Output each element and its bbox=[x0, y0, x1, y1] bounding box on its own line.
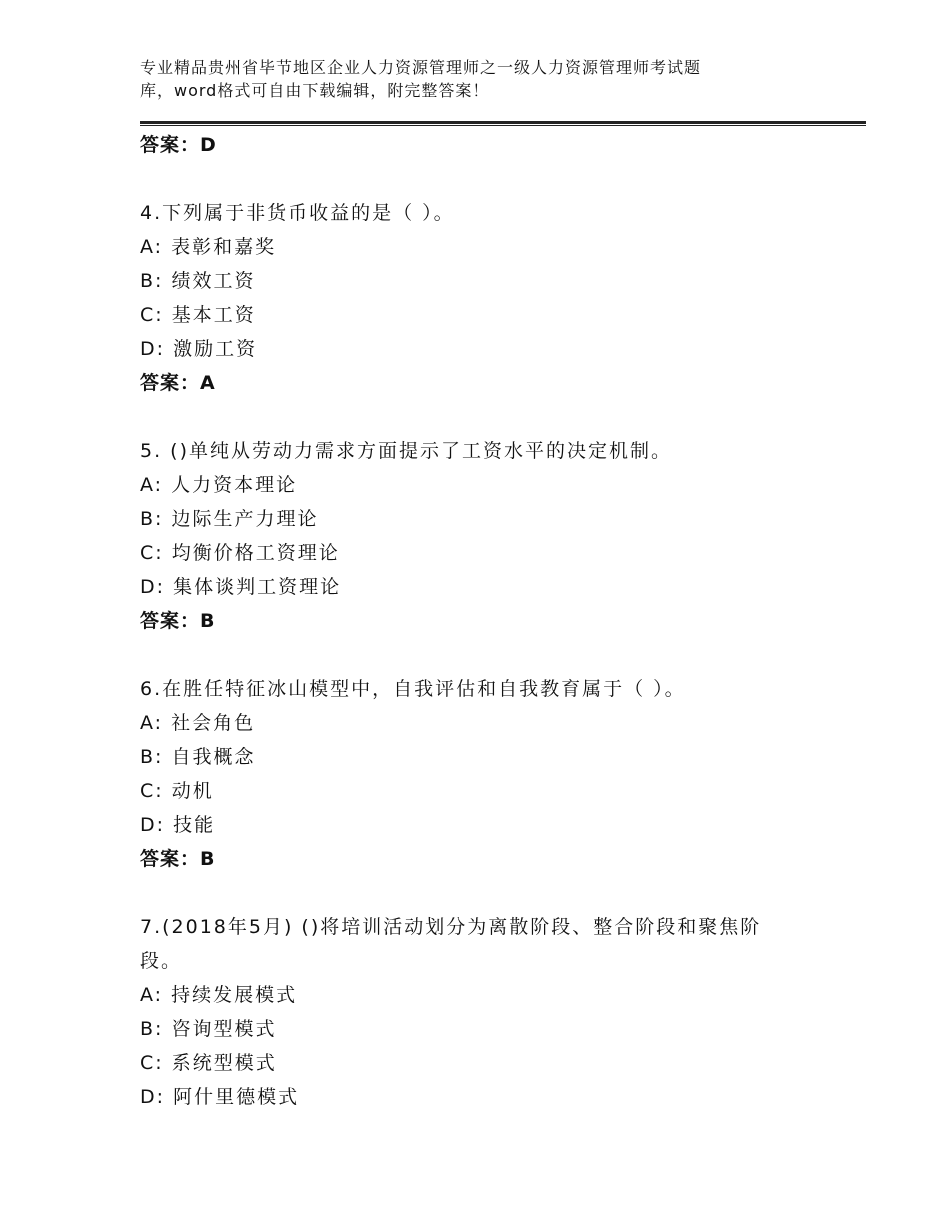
header-line-1: 专业精品贵州省毕节地区企业人力资源管理师之一级人力资源管理师考试题 bbox=[140, 58, 702, 77]
question-6 bbox=[140, 672, 840, 876]
question-5 bbox=[140, 434, 840, 638]
option-a: A: 持续发展模式 bbox=[140, 984, 298, 1006]
page-header bbox=[140, 56, 780, 102]
question-7 bbox=[140, 910, 840, 1114]
spacer bbox=[140, 876, 840, 910]
option-d: D: 激励工资 bbox=[140, 338, 258, 360]
option-d: D: 阿什里德模式 bbox=[140, 1086, 300, 1108]
answer-q3: 答案：D bbox=[140, 134, 217, 156]
answer: 答案：B bbox=[140, 610, 216, 632]
question-list bbox=[140, 128, 840, 1114]
option-b: B: 自我概念 bbox=[140, 746, 256, 768]
spacer bbox=[140, 400, 840, 434]
option-a: A: 表彰和嘉奖 bbox=[140, 236, 277, 258]
option-c: C: 均衡价格工资理论 bbox=[140, 542, 340, 564]
option-b: B: 咨询型模式 bbox=[140, 1018, 277, 1040]
question-stem: 5. ()单纯从劳动力需求方面提示了工资水平的决定机制。 bbox=[140, 440, 672, 462]
answer: 答案：A bbox=[140, 372, 216, 394]
spacer bbox=[140, 162, 840, 196]
question-stem-line-1: 7.(2018年5月) ()将培训活动划分为离散阶段、整合阶段和聚焦阶 bbox=[140, 916, 762, 938]
option-b: B: 绩效工资 bbox=[140, 270, 256, 292]
option-d: D: 集体谈判工资理论 bbox=[140, 576, 342, 598]
option-c: C: 基本工资 bbox=[140, 304, 256, 326]
option-d: D: 技能 bbox=[140, 814, 216, 836]
header-line-2: 库，word格式可自由下载编辑，附完整答案！ bbox=[140, 81, 490, 100]
answer: 答案：B bbox=[140, 848, 216, 870]
question-stem-line-2: 段。 bbox=[140, 950, 183, 972]
question-4 bbox=[140, 196, 840, 400]
question-stem: 4.下列属于非货币收益的是（ ）。 bbox=[140, 202, 455, 224]
option-a: A: 人力资本理论 bbox=[140, 474, 298, 496]
option-a: A: 社会角色 bbox=[140, 712, 256, 734]
header-divider bbox=[140, 121, 866, 126]
option-b: B: 边际生产力理论 bbox=[140, 508, 319, 530]
question-stem: 6.在胜任特征冰山模型中，自我评估和自我教育属于（ ）。 bbox=[140, 678, 686, 700]
option-c: C: 动机 bbox=[140, 780, 214, 802]
spacer bbox=[140, 638, 840, 672]
option-c: C: 系统型模式 bbox=[140, 1052, 277, 1074]
